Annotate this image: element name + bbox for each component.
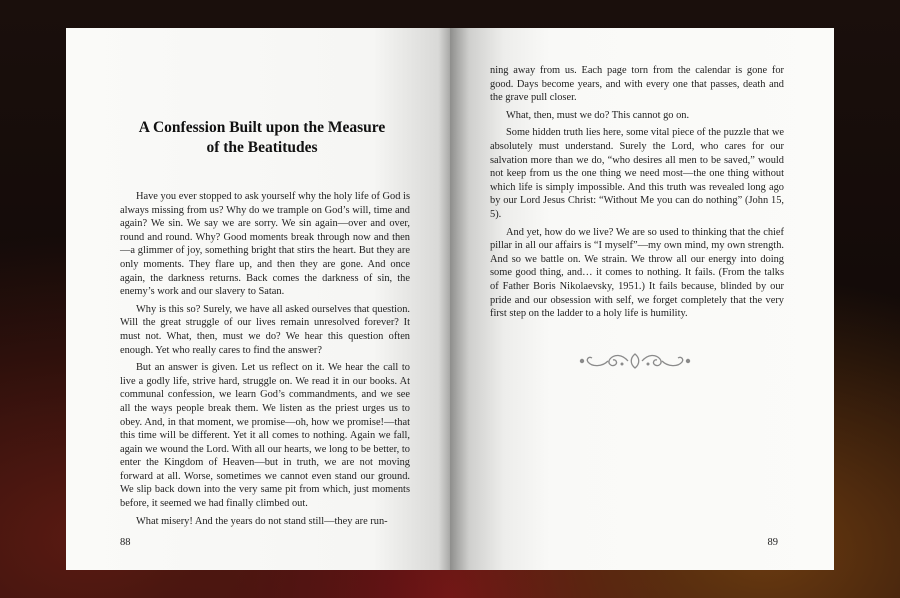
paragraph: What, then, must we do? This cannot go on.: [506, 109, 690, 121]
chapter-title: [126, 118, 398, 158]
page-number-right: 89: [767, 537, 778, 548]
open-book: [66, 28, 834, 570]
paragraph: Have you ever stopped to ask yourself why the holy life of God is always missing from us? Why do we trample on God’s will, time and again? We sin. We say we are sorry. We sin again—over and over, round and round. Why? Good moments break through now and then—a glimmer of joy, something bright that stirs the heart. But they are only moments. They flare up, and then they are gone. And once again, the darkness returns. Back comes the darkness of sin, the enemy’s work and our slavery to Satan.: [120, 191, 410, 298]
paragraph: What misery! And the years do not stand still—they are run-: [136, 515, 388, 527]
left-page-body: [120, 190, 410, 532]
page-number-left: 88: [120, 537, 131, 548]
right-page-body: [490, 64, 784, 325]
paragraph: ning away from us. Each page torn from the calendar is gone for good. Days become years, and with every one that passes, death and the grave pull closer.: [490, 65, 784, 104]
chapter-title-line-2: of the Beatitudes: [206, 139, 318, 156]
floral-ornament-icon: [578, 350, 692, 372]
paragraph: And yet, how do we live? We are so used to thinking that the chief pillar in all our affairs is “I myself”—my own mind, my own strength. And so we battle on. We strain. We throw all our energy into doing some good thing, and… it comes to nothing. It fails. (From the talks of Father Boris Nikolaevsky, 1951.) It fails because, blinded by our pride and our obsession with self, we forget completely that the very first step on the ladder to a holy life is humility.: [490, 226, 784, 320]
paragraph: Some hidden truth lies here, some vital piece of the puzzle that we absolutely must understand. Surely the Lord, who cares for our salvation more than we do, “who desires all men to be saved,” would not keep from us the one thing we need most—the one thing without which life is simply impossible. And this truth was revealed long ago by our Lord Jesus Christ: “Without Me you can do nothing” (John 15, 5).: [490, 127, 784, 220]
right-page: [450, 28, 834, 570]
paragraph: But an answer is given. Let us reflect on it. We hear the call to live a godly life, strive hard, struggle on. We read it in our books. At communal confession, we learn God’s commandments, and we see all the ways people break them. We listen as the priest urges us to obey. And, in that moment, we promise—oh, how we promise!—that this time will be different. Yet it all comes to nothing. Again we fall, again we wound the Lord. With all our hearts, we long to be better, to enter the Kingdom of Heaven—but in truth, we are not moving forward at all. Worse, sometimes we cannot even stand our ground. We slip back down into the very same pit from which, just moments before, it seemed we had finally climbed out.: [120, 362, 410, 510]
left-page: [66, 28, 450, 570]
chapter-title-line-1: A Confession Built upon the Measure: [138, 119, 386, 136]
paragraph: Why is this so? Surely, we have all asked ourselves that question. Will the great struggle of our lives remain unresolved forever? It must not. What, then, must we do? We hear this question often enough. Yet who really cares to find the answer?: [120, 303, 410, 356]
